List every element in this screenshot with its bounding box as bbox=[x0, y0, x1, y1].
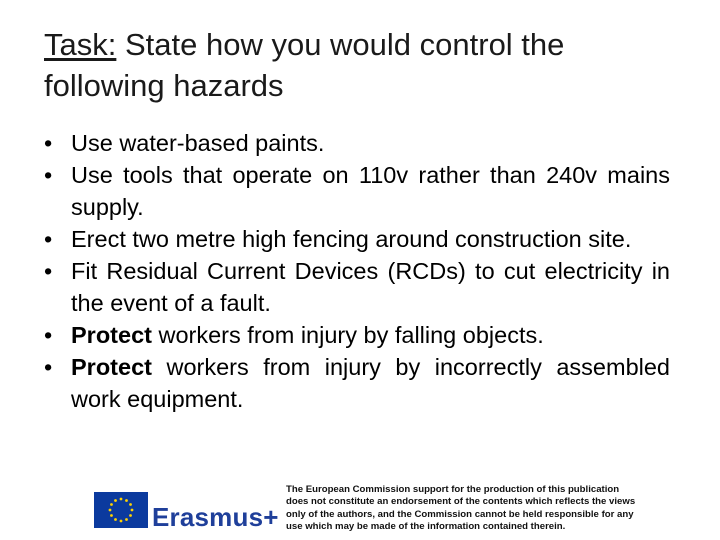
title-text: State how you would control the following hazards bbox=[44, 27, 565, 104]
eu-star bbox=[110, 503, 113, 506]
list-item bbox=[44, 352, 670, 416]
eu-star bbox=[114, 499, 117, 502]
erasmus-logo: Erasmus+ bbox=[152, 502, 279, 532]
bullet-text: workers from injury by falling objects. bbox=[151, 321, 544, 348]
eu-star bbox=[109, 509, 112, 512]
eu-flag-icon bbox=[94, 492, 148, 528]
task-label: Task: bbox=[44, 27, 117, 62]
hazard-control-list bbox=[44, 128, 670, 416]
bullet-text: Use tools that operate on 110v rather than 240v mains supply. bbox=[71, 161, 670, 220]
eu-star bbox=[131, 509, 134, 512]
bullet-text: Fit Residual Current Devices (RCDs) to cut electricity in the event of a fault. bbox=[71, 257, 670, 316]
list-item bbox=[44, 224, 670, 256]
list-item bbox=[44, 160, 670, 224]
eu-star bbox=[125, 499, 128, 502]
eu-star bbox=[110, 514, 113, 517]
bullet-text: workers from injury by incorrectly assembled work equipment. bbox=[71, 353, 670, 412]
disclaimer-text: The European Commission support for the production of this publication does not constitute an endorsement of the contents which reflects the views only of the authors, and the Commission cannot be held responsible for any use which may be made of the information contained therein. bbox=[286, 484, 636, 533]
slide-title bbox=[44, 24, 684, 106]
erasmus-footer bbox=[90, 480, 650, 536]
eu-star bbox=[129, 503, 132, 506]
bullet-bold: Protect bbox=[71, 353, 152, 380]
list-item bbox=[44, 320, 670, 352]
bullet-bold: Protect bbox=[71, 321, 152, 348]
eu-star bbox=[120, 498, 123, 501]
eu-star bbox=[114, 518, 117, 521]
eu-star bbox=[120, 520, 123, 523]
bullet-text: Erect two metre high fencing around construction site. bbox=[71, 225, 632, 252]
eu-star bbox=[125, 518, 128, 521]
eu-star bbox=[129, 514, 132, 517]
list-item bbox=[44, 256, 670, 320]
bullet-text: Use water-based paints. bbox=[71, 130, 325, 156]
eu-stars-icon bbox=[94, 492, 148, 528]
list-item bbox=[44, 128, 670, 160]
